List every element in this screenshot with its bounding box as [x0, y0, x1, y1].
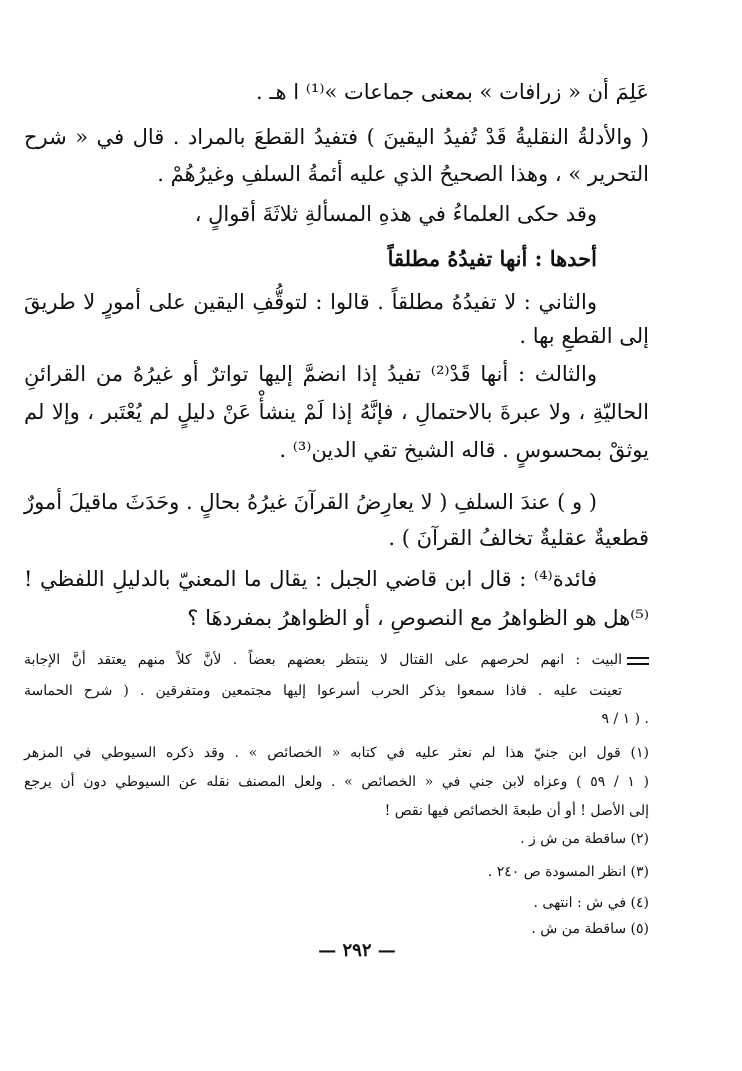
main-line-14: ⁽⁵⁾هل هو الظواهرُ مع النصوصِ ، أو الظواهرُ بمفردهَا ؟	[187, 606, 649, 630]
footnote-3: (٣) انظر المسودة ص ٢٤٠ .	[487, 864, 649, 880]
main-line-2: ( والأدلةُ النقليةُ قَدْ تُفيدُ اليقينَ ) فتفيدُ القطعَ بالمراد . قال في « شرح	[24, 125, 649, 149]
footnote-4: (٤) في ش : انتهى .	[533, 895, 649, 911]
main-line-4: وقد حكى العلماءُ في هذهِ المسألةِ ثلاثَةَ أقوالٍ ،	[194, 202, 597, 226]
footnote-1-line-2: ( ١ / ٥٩ ) وعزاه لابن جني في « الخصائص » . ولعل المصنف نقله عن السيوطي دون أن يرجع	[24, 774, 650, 790]
main-line-11: ( و ) عندَ السلفِ ( لا يعارِضُ القرآنَ غيرُهُ بحالٍ . وحَدَثَ ماقيلَ أمورٌ	[24, 490, 597, 514]
main-line-8: والثالث : أنها قَدْ⁽²⁾ تفيدُ إذا انضمَّ إليها تواترٌ أو غيرُهُ من القرائنِ	[24, 362, 597, 386]
footnote-1-line-1: (١) قول ابن جنيّ هذا لم نعثر عليه في كتابه « الخصائص » . وقد ذكره السيوطي في المزهر	[24, 745, 649, 761]
footnote-2: (٢) ساقطة من ش ز .	[520, 831, 649, 847]
footnote-5: (٥) ساقطة من ش .	[531, 921, 649, 937]
footnote-bayt-line-3: ١ / ٩ ) .	[601, 711, 649, 727]
main-line-6: والثاني : لا تفيدُهُ مطلقاً . قالوا : لتوقُّفِ اليقين على أمورٍ لا طريقَ	[24, 290, 597, 314]
footnote-bayt-line-1: البيت : انهم لحرصهم على القتال لا ينتظر بعضهم بعضاً . لأنَّ كلاً منهم يعتقد أنَّ الإجابة	[24, 652, 622, 668]
footnote-1-line-3: إلى الأصل ! أو أن طبعةَ الخصائص فيها نقص !	[384, 803, 649, 819]
footnote-marker-bar-2	[627, 663, 649, 665]
page-number: — ٢٩٢ —	[318, 940, 396, 961]
footnote-bayt-line-2: تعينت عليه . فاذا سمعوا بذكر الحرب أسرعوا إليها مجتمعين ومتفرقين . ( شرح الحماسة	[24, 683, 622, 699]
main-line-1: عَلِمَ أن « زرافات » بمعنى جماعات »⁽¹⁾ ا هـ .	[256, 80, 649, 104]
main-line-7: إلى القطعِ بها .	[519, 324, 649, 348]
main-line-10: يوثقْ بمحسوسٍ . قاله الشيخ تقي الدين⁽³⁾ .	[279, 438, 649, 462]
main-line-12: قطعيةٌ عقليةٌ تخالفُ القرآنَ ) .	[388, 526, 649, 550]
main-line-9: الحاليّةِ ، ولا عبرةَ بالاحتمالِ ، فإنَّهُ إذا لَمْ ينشأْ عَنْ دليلٍ لم يُعْتَبر ، وإلا لم	[24, 400, 649, 424]
main-line-13: فائدة⁽⁴⁾ : قال ابن قاضي الجبل : يقال ما المعنيّ بالدليلِ اللفظي !	[24, 567, 597, 591]
main-line-3: التحرير » ، وهذا الصحيحُ الذي عليه أئمةُ السلفِ وغيرُهُمْ .	[157, 162, 649, 186]
footnote-marker-bar-1	[627, 657, 649, 659]
main-line-5: أحدها : أنها تفيدُهُ مطلقاً	[387, 246, 597, 271]
